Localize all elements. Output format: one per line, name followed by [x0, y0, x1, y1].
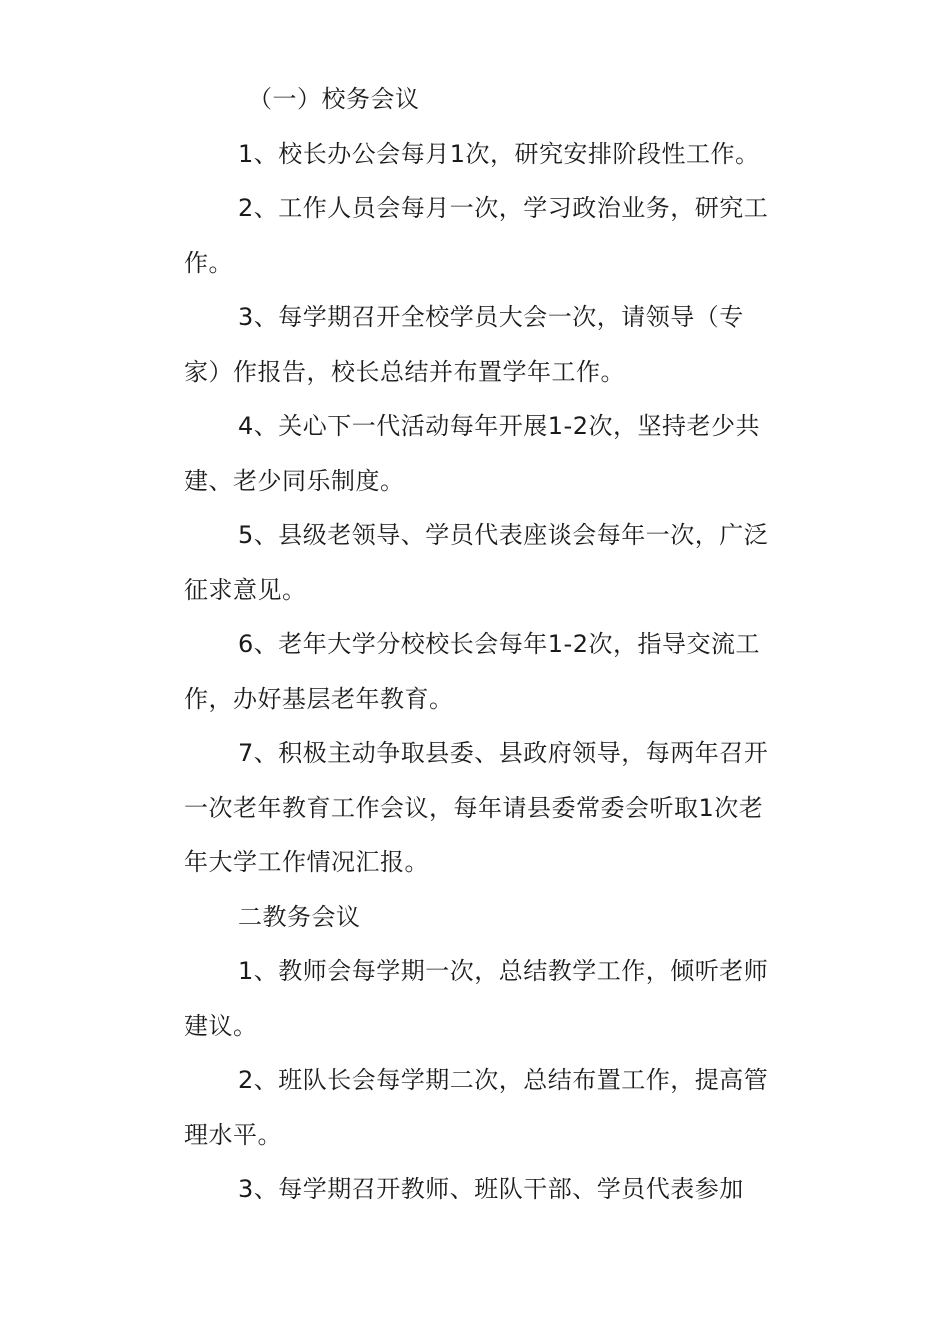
paragraph-item: 7、积极主动争取县委、县政府领导，每两年召开一次老年教育工作会议，每年请县委常委会听取1次老年大学工作情况汇报。: [184, 739, 769, 876]
paragraph-item: 4、关心下一代活动每年开展1-2次，坚持老少共建、老少同乐制度。: [184, 412, 760, 495]
paragraph-item: 6、老年大学分校校长会每年1-2次，指导交流工作，办好基层老年教育。: [184, 630, 760, 713]
paragraph-item: 5、县级老领导、学员代表座谈会每年一次，广泛征求意见。: [184, 521, 769, 604]
paragraph-item: 2、工作人员会每月一次，学习政治业务，研究工作。: [184, 194, 769, 277]
paragraph-item: 1、校长办公会每月1次，研究安排阶段性工作。: [238, 139, 760, 168]
paragraph-item: 3、每学期召开教师、班队干部、学员代表参加: [238, 1175, 744, 1203]
section-heading-school-affairs: （一）校务会议: [248, 85, 420, 113]
paragraph-item: 3、每学期召开全校学员大会一次，请领导（专家）作报告，校长总结并布置学年工作。: [184, 303, 744, 386]
paragraph-item: 1、教师会每学期一次，总结教学工作，倾听老师建议。: [184, 957, 769, 1040]
document-body: [184, 72, 774, 1217]
paragraph-item: 2、班队长会每学期二次，总结布置工作，提高管理水平。: [184, 1066, 769, 1149]
section-heading-teaching-affairs: 二教务会议: [238, 902, 361, 931]
